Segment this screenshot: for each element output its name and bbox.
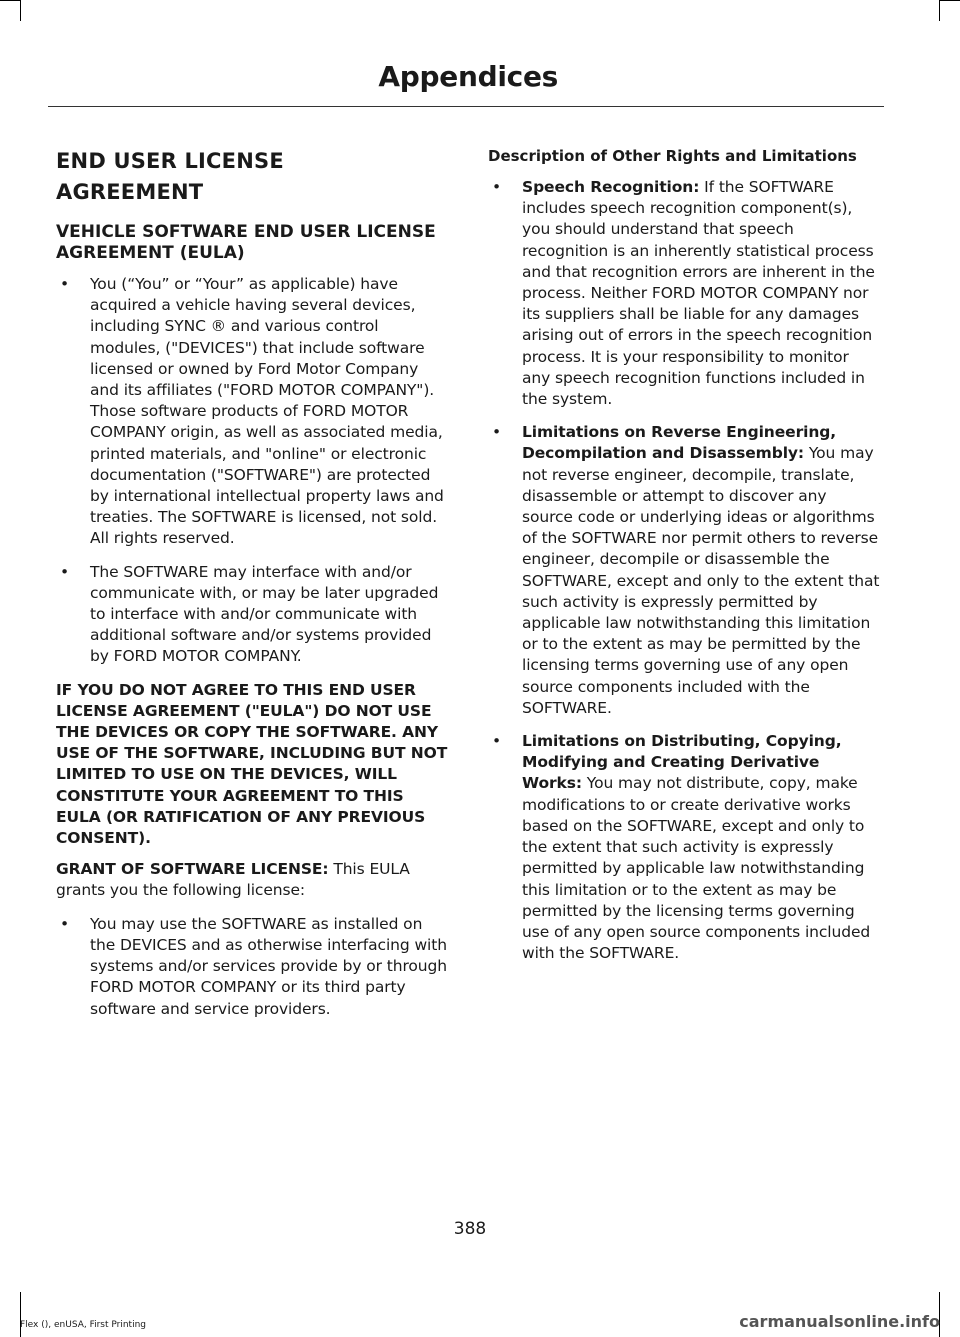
list-item-text: You (“You” or “Your” as applicable) have acquired a vehicle having several devices, including SYNC ® and various control modules, ("DEVICES") that include software licensed or owned by Ford Motor Company and its affiliates ("FORD MOTOR COMPANY"). Those software products of FORD MOTOR COMPANY origin, as well as associated media, printed materials, and "online" or electronic documentation ("SOFTWARE") are protected by international intellectual property laws and treaties. The SOFTWARE is licensed, not sold. All rights reserved. — [90, 275, 444, 548]
list-item — [56, 562, 448, 668]
grant-paragraph — [56, 859, 448, 901]
crop-mark — [20, 0, 21, 21]
list-item-text: You may not distribute, copy, make modifications to or create derivative works based on the SOFTWARE, except and only to the extent that such activity is expressly permitted by applicable law notwithstanding this limitation or to the extent as may be permitted by the licensing terms governing use of any open source components included with the SOFTWARE. — [522, 774, 871, 963]
bullet-icon: • — [60, 275, 70, 293]
main-heading-line: AGREEMENT — [56, 180, 204, 204]
warning-paragraph: IF YOU DO NOT AGREE TO THIS END USER LICENSE AGREEMENT ("EULA") DO NOT USE THE DEVICES OR COPY THE SOFTWARE. ANY USE OF THE SOFTWARE, INCLUDING BUT NOT LIMITED TO USE ON THE DEVICES, WILL CONSTITUTE YOUR AGREEMENT TO THIS EULA (OR RATIFICATION OF ANY PREVIOUS CONSENT). — [56, 680, 448, 848]
list-item-label: Limitations on Reverse Engineering, Decompilation and Disassembly: — [522, 423, 837, 463]
list-item-text: If the SOFTWARE includes speech recognition component(s), you should understand that speech recognition is an inherently statistical process and that recognition errors are inherent in the process. Neither FORD MOTOR COMPANY nor its suppliers shall be liable for any damages arising out of errors in the speech recognition process. It is your responsibility to monitor any speech recognition functions included in the system. — [522, 178, 875, 409]
grant-label: GRANT OF SOFTWARE LICENSE: — [56, 860, 329, 879]
crop-mark — [939, 0, 940, 21]
list-item — [56, 914, 448, 1020]
bullet-icon: • — [492, 178, 502, 196]
list-item-label: Limitations on Distributing, Copying, Modifying and Creating Derivative Works: — [522, 732, 842, 793]
crop-mark — [0, 0, 20, 1]
list-item — [488, 731, 880, 964]
list-item — [488, 177, 880, 410]
list-item — [488, 422, 880, 719]
rights-heading: Description of Other Rights and Limitations — [488, 147, 857, 165]
list-item — [56, 274, 448, 550]
list-item-text: You may use the SOFTWARE as installed on the DEVICES and as otherwise interfacing with systems and/or services provide by or through FORD MOTOR COMPANY or its third party software and service providers. — [90, 914, 447, 1018]
crop-mark — [20, 1292, 21, 1337]
header-divider — [48, 106, 884, 107]
bullet-icon: • — [492, 423, 502, 442]
list-item-text: The SOFTWARE may interface with and/or communicate with, or may be later upgraded to interface with and/or communicate with additional software and/or systems provided by FORD MOTOR COMPANY. — [90, 562, 439, 666]
main-heading-line: END USER LICENSE — [56, 149, 284, 173]
left-column — [56, 146, 448, 1032]
page-number: 388 — [453, 1219, 487, 1239]
bullet-icon: • — [60, 562, 70, 581]
sub-heading: VEHICLE SOFTWARE END USER LICENSE AGREEMENT (EULA) — [56, 222, 436, 263]
section-title: Appendices — [378, 60, 558, 93]
watermark: carmanualsonline.info — [739, 1312, 940, 1331]
right-column — [488, 146, 880, 976]
list-item-label: Speech Recognition: — [522, 178, 700, 196]
main-heading — [56, 146, 448, 208]
edition-label: Flex (), enUSA, First Printing — [20, 1320, 146, 1330]
list-item-text: You may not reverse engineer, decompile, translate, disassemble or attempt to discover any source code or underlying ideas or algorithms of the SOFTWARE nor permit others to reverse engineer, decompile or disassemble the SOFTWARE, except and only to the extent that such activity is expressly permitted by applicable law notwithstanding this limitation or to the extent as may be permitted by the licensing terms governing use of any open source components included with the SOFTWARE. — [522, 444, 880, 717]
bullet-icon: • — [60, 914, 70, 933]
grant-text: This EULA grants you the following license: — [56, 860, 410, 900]
bullet-icon: • — [492, 732, 502, 751]
crop-mark — [940, 0, 960, 1]
